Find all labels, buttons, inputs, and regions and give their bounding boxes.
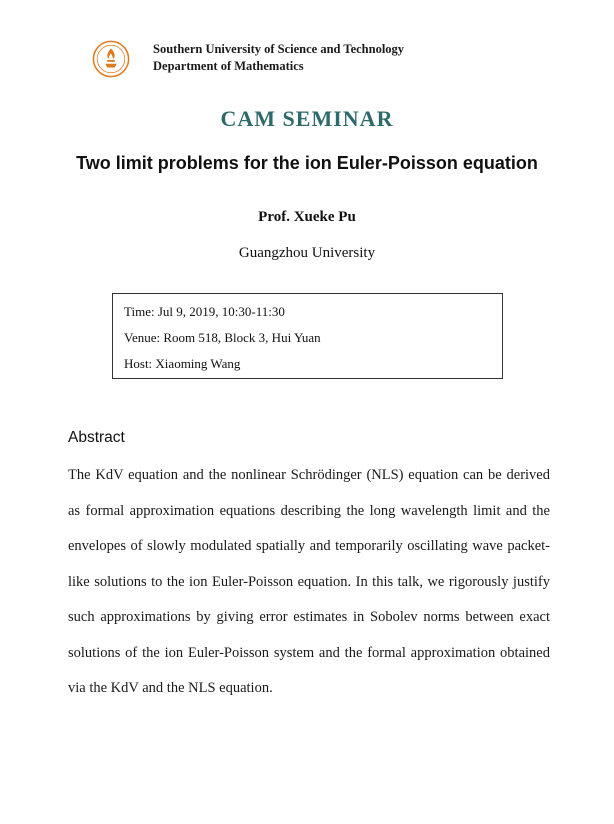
department-name: Department of Mathematics: [153, 59, 304, 73]
abstract-text: The KdV equation and the nonlinear Schrödinger (NLS) equation can be derived as formal approximation equations describing the long wavelength limit and the envelopes of slowly modulated spatially and temporarily oscillating wave packet-like solutions to the ion Euler-Poisson equation. In this talk, we rigorously justify such approximations by giving error estimates in Sobolev norms between exact solutions of the ion Euler-Poisson system and the formal approximation obtained via the KdV and the NLS equation.: [68, 467, 550, 696]
speaker-name: Prof. Xueke Pu: [258, 209, 356, 225]
university-name: Southern University of Science and Technology: [153, 42, 405, 56]
event-host: Host: Xiaoming Wang: [124, 356, 241, 371]
event-venue: Venue: Room 518, Block 3, Hui Yuan: [124, 330, 321, 345]
abstract-heading: Abstract: [68, 429, 125, 446]
event-time: Time: Jul 9, 2019, 10:30-11:30: [124, 304, 285, 319]
seminar-series-title: CAM SEMINAR: [220, 106, 394, 131]
speaker-affiliation: Guangzhou University: [238, 245, 376, 261]
talk-title: Two limit problems for the ion Euler-Poisson equation: [76, 153, 538, 173]
university-logo-icon: [92, 40, 130, 78]
abstract-body: [68, 458, 550, 707]
institution-header: [153, 41, 404, 75]
event-details-box: [112, 293, 503, 379]
